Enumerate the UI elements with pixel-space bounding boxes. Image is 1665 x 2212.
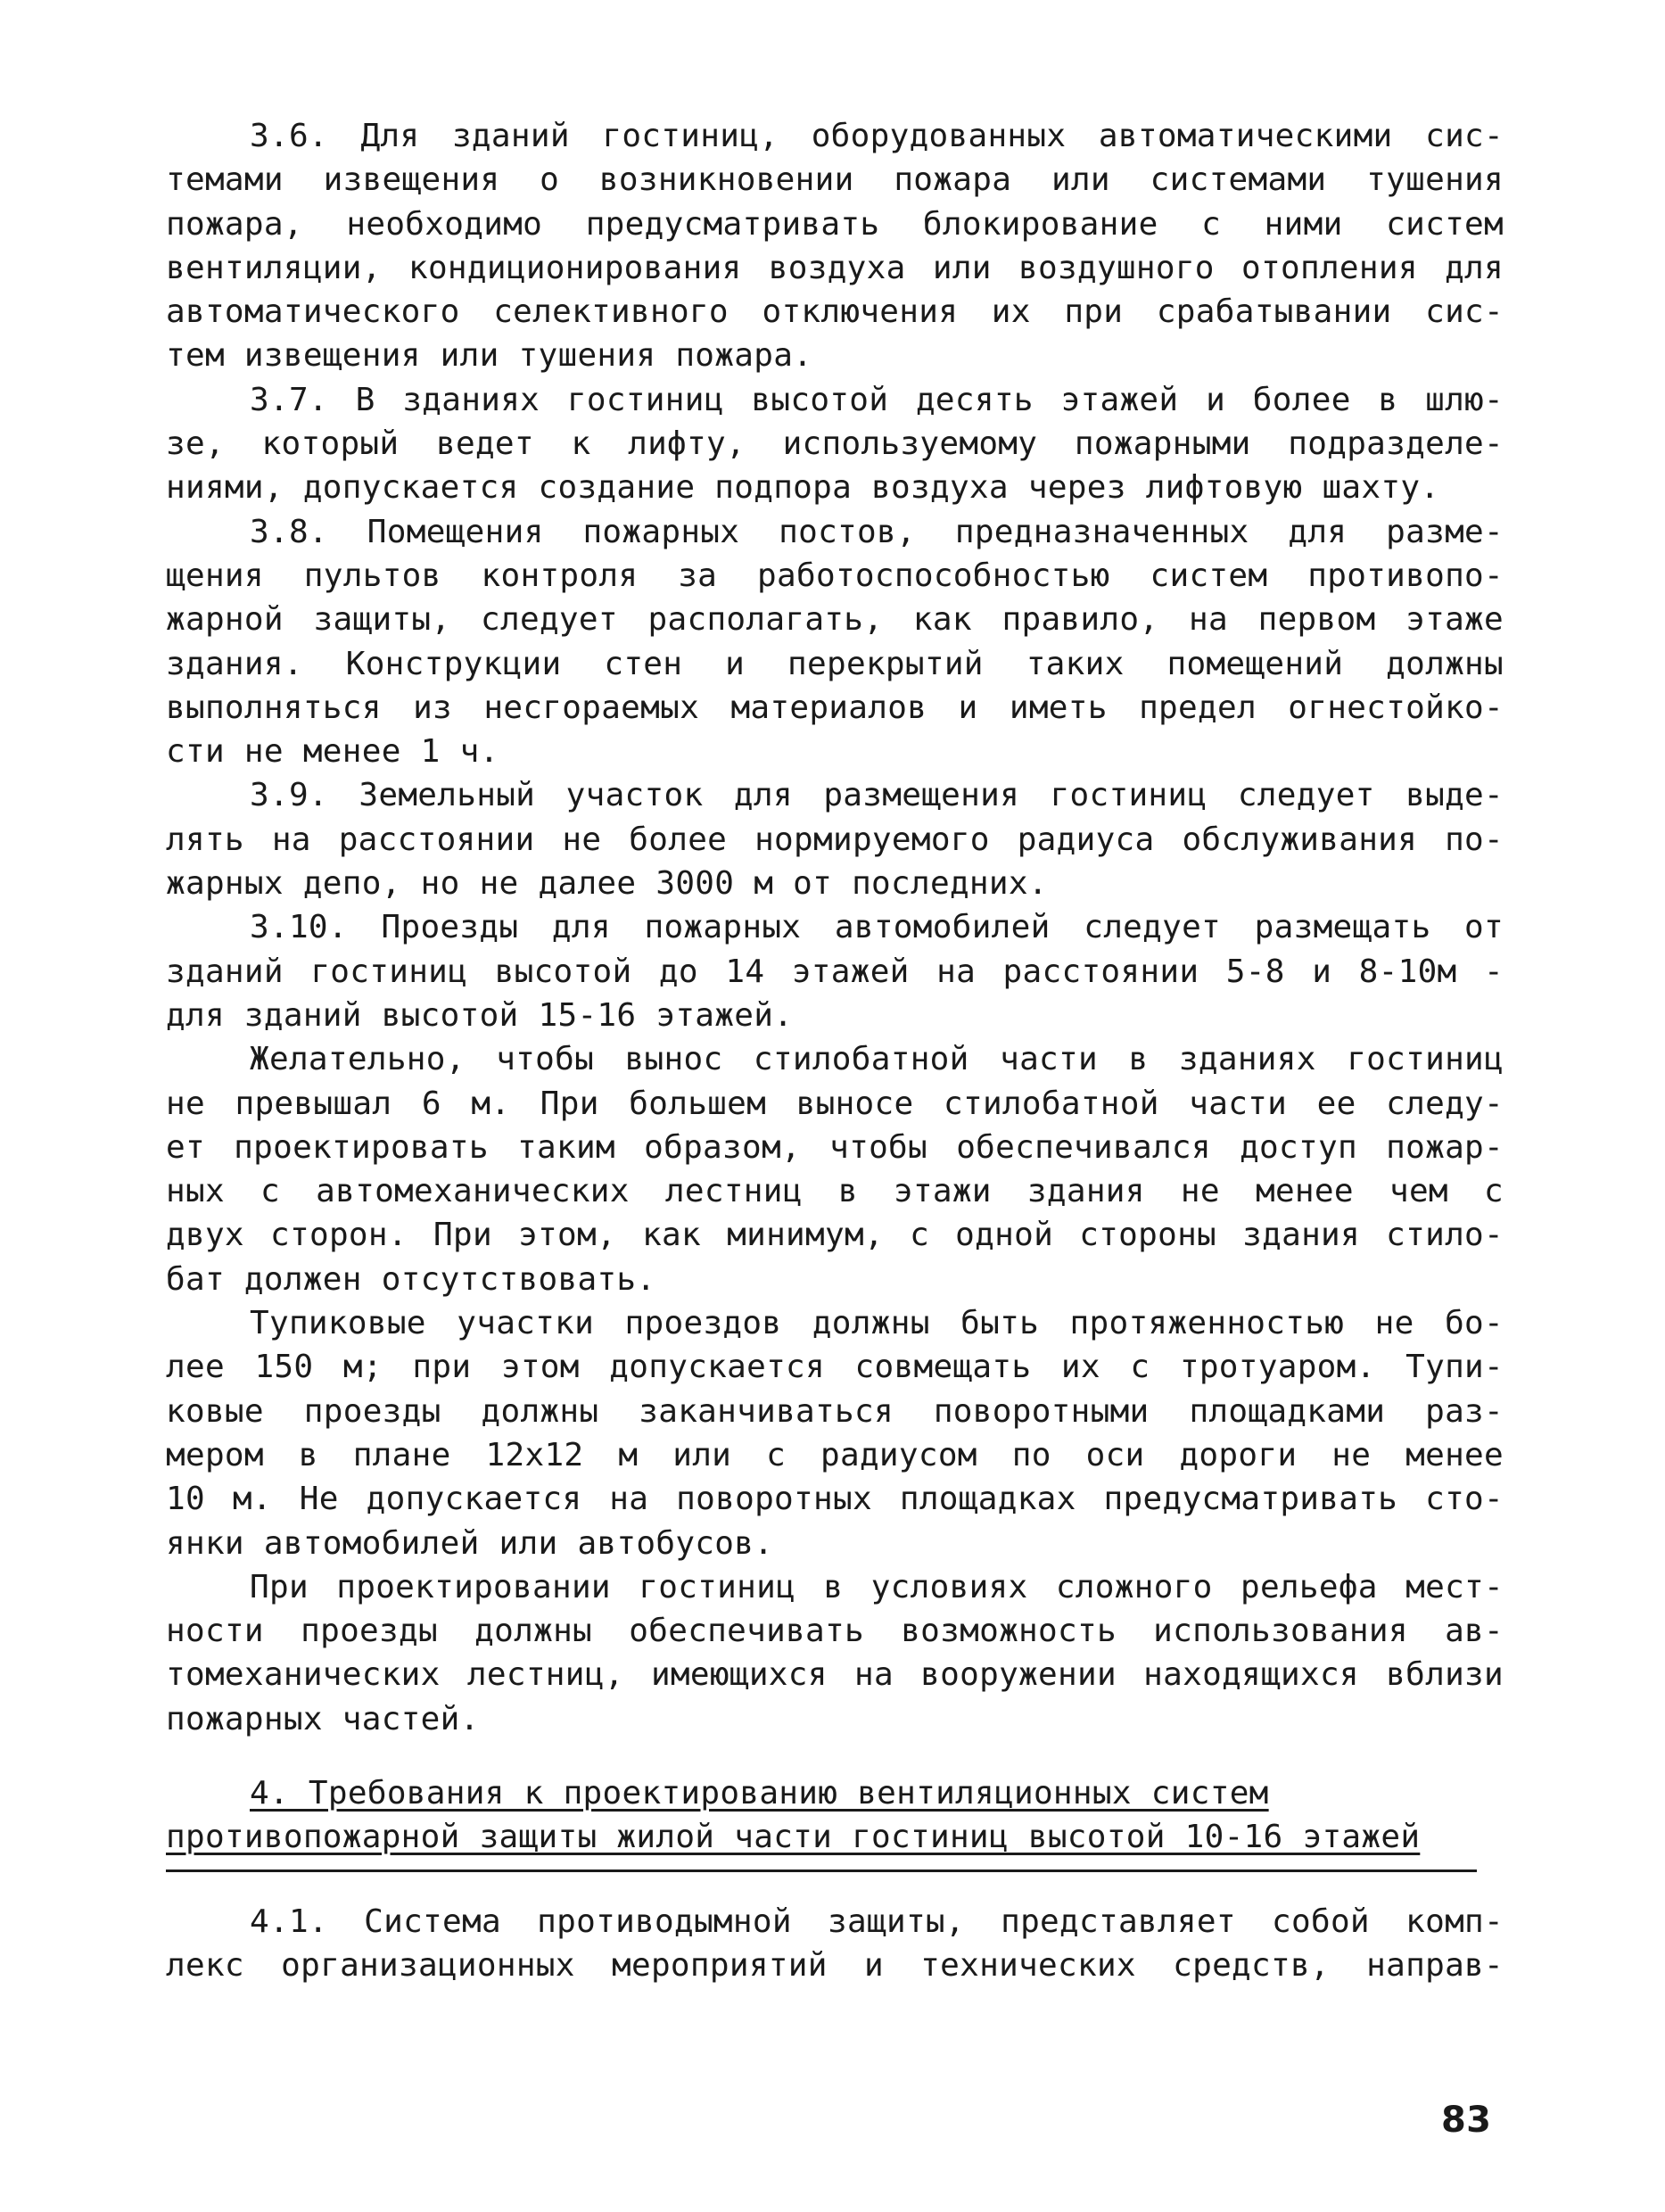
paragraph-dead-end-line-4: мером в плане 12х12 м или с радиусом по оси дороги не менее <box>166 1436 1504 1473</box>
paragraph-3-6-line-4: вентиляции, кондиционирования воздуха или воздушного отопления для <box>166 249 1504 286</box>
page-number: 83 <box>1441 2100 1492 2141</box>
paragraph-stylobate-line-1: Желательно, чтобы вынос стилобатной части в зданиях гостиниц <box>250 1041 1504 1078</box>
paragraph-3-7-line-1: 3.7. В зданиях гостиниц высотой десять этажей и более в шлю- <box>250 381 1504 418</box>
paragraph-4-1-line-1: 4.1. Система противодымной защиты, представляет собой комп- <box>250 1903 1504 1940</box>
paragraph-4-1 <box>166 1900 1504 1988</box>
paragraph-3-8-line-4: здания. Конструкции стен и перекрытий таких помещений должны <box>166 645 1504 682</box>
paragraph-3-9-line-2: лять на расстоянии не более нормируемого радиуса обслуживания по- <box>166 821 1504 858</box>
paragraph-3-8-line-5: выполняться из несгораемых материалов и иметь предел огнестойко- <box>166 689 1504 726</box>
paragraph-dead-end-line-3: ковые проезды должны заканчиваться поворотными площадками раз- <box>166 1392 1504 1430</box>
heading-underline-rule <box>166 1869 1477 1872</box>
section-heading-line-2: противопожарной защиты жилой части гостиниц высотой 10-16 этажей <box>166 1819 1421 1855</box>
paragraph-terrain-line-4: пожарных частей. <box>166 1700 480 1737</box>
paragraph-3-6-line-3: пожара, необходимо предусматривать блокирование с ними систем <box>166 205 1504 243</box>
paragraph-stylobate-line-3: ет проектировать таким образом, чтобы обеспечивался доступ пожар- <box>166 1128 1504 1166</box>
paragraph-terrain-line-3: томеханических лестниц, имеющихся на вооружении находящихся вблизи <box>166 1656 1504 1694</box>
paragraph-3-8-line-1: 3.8. Помещения пожарных постов, предназначенных для разме- <box>250 513 1504 550</box>
paragraph-3-6-line-5: автоматического селективного отключения их при срабатывании сис- <box>166 293 1504 331</box>
section-heading-line-1: 4. Требования к проектированию вентиляционных систем <box>250 1775 1269 1812</box>
paragraph-dead-end-line-6: янки автомобилей или автобусов. <box>166 1524 774 1562</box>
paragraph-3-10-line-3: для зданий высотой 15-16 этажей. <box>166 996 794 1034</box>
paragraph-dead-end-line-1: Тупиковые участки проездов должны быть протяженностью не бо- <box>250 1305 1504 1342</box>
paragraph-stylobate-line-4: ных с автомеханических лестниц в этажи здания не менее чем с <box>166 1173 1504 1210</box>
paragraph-3-10-line-2: зданий гостиниц высотой до 14 этажей на расстоянии 5-8 и 8-10м - <box>166 953 1504 990</box>
paragraph-3-6-line-1: 3.6. Для зданий гостиниц, оборудованных автоматическими сис- <box>250 118 1504 154</box>
body-text <box>166 114 1504 1741</box>
paragraph-3-9-line-3: жарных депо, но не далее 3000 м от последних. <box>166 865 1048 903</box>
paragraph-3-8-line-6: сти не менее 1 ч. <box>166 733 499 771</box>
paragraph-3-10-line-1: 3.10. Проезды для пожарных автомобилей следует размещать от <box>250 909 1504 946</box>
paragraph-3-6-line-6: тем извещения или тушения пожара. <box>166 337 813 375</box>
paragraph-dead-end-line-5: 10 м. Не допускается на поворотных площадках предусматривать сто- <box>166 1481 1504 1518</box>
paragraph-3-9-line-1: 3.9. Земельный участок для размещения гостиниц следует выде- <box>250 777 1504 814</box>
paragraph-terrain-line-1: При проектировании гостиниц в условиях сложного рельефа мест- <box>250 1568 1504 1605</box>
paragraph-3-7-line-3: ниями, допускается создание подпора воздуха через лифтовую шахту. <box>166 469 1440 507</box>
paragraph-3-8-line-3: жарной защиты, следует располагать, как правило, на первом этаже <box>166 601 1504 639</box>
paragraph-3-7-line-2: зе, который ведет к лифту, используемому пожарными подразделе- <box>166 425 1504 463</box>
paragraph-stylobate-line-5: двух сторон. При этом, как минимум, с одной стороны здания стило- <box>166 1217 1504 1254</box>
paragraph-4-1-line-2: лекс организационных мероприятий и технических средств, направ- <box>166 1947 1504 1985</box>
paragraph-stylobate-line-6: бат должен отсутствовать. <box>166 1260 656 1298</box>
section-heading <box>166 1771 1504 1859</box>
paragraph-stylobate-line-2: не превышал 6 м. При большем выносе стилобатной части ее следу- <box>166 1085 1504 1122</box>
paragraph-3-6-line-2: темами извещения о возникновении пожара или системами тушения <box>166 161 1504 199</box>
paragraph-terrain-line-2: ности проезды должны обеспечивать возможность использования ав- <box>166 1613 1504 1650</box>
paragraph-3-8-line-2: щения пультов контроля за работоспособностью систем противопо- <box>166 557 1504 594</box>
paragraph-dead-end-line-2: лее 150 м; при этом допускается совмещать их с тротуаром. Тупи- <box>166 1349 1504 1386</box>
